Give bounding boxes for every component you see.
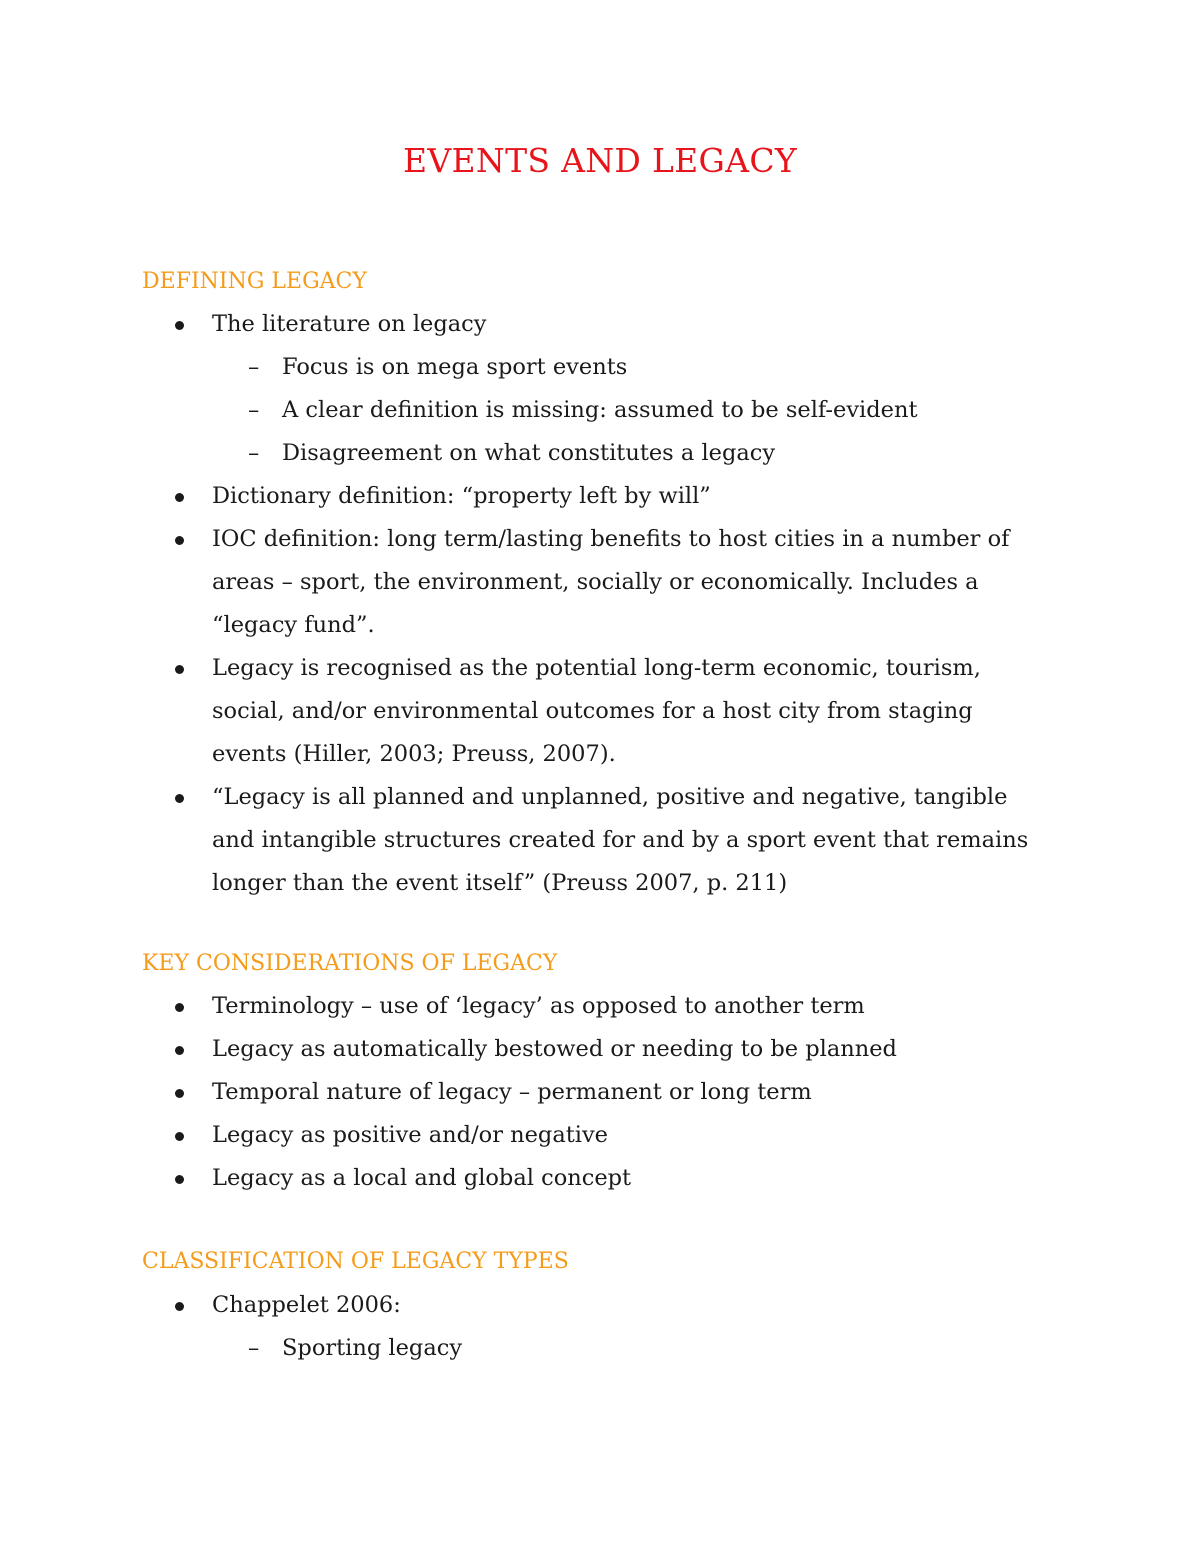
list-item [0, 647, 1200, 776]
sub-list-item-text: Disagreement on what constitutes a legacy [282, 440, 776, 466]
list-item-line: Terminology – use of ‘legacy’ as opposed to another term [212, 993, 865, 1019]
sub-list [212, 346, 1050, 475]
document-title: EVENTS AND LEGACY [403, 141, 797, 180]
bullet-icon [175, 536, 184, 545]
list-item-line: IOC definition: long term/lasting benefits to host cities in a number of [212, 526, 1010, 552]
list-item-line: longer than the event itself” (Preuss 2007, p. 211) [212, 870, 788, 896]
list-item-line: Dictionary definition: “property left by will” [212, 483, 711, 509]
defining-legacy-list [0, 303, 1200, 905]
sub-list-item [212, 346, 1050, 389]
dash-icon: – [248, 1335, 260, 1361]
list-item [0, 1284, 1200, 1370]
list-item-line: The literature on legacy [212, 311, 487, 337]
list-item-line: Legacy as positive and/or negative [212, 1122, 608, 1148]
bullet-icon [175, 794, 184, 803]
dash-icon: – [248, 397, 260, 423]
key-considerations-list [0, 985, 1200, 1200]
list-item [0, 1028, 1200, 1071]
sub-list-item-text: Sporting legacy [282, 1335, 463, 1361]
sub-list [212, 1327, 1050, 1370]
bullet-icon [175, 1132, 184, 1141]
sub-list-item [212, 389, 1050, 432]
sub-list-item-text: A clear definition is missing: assumed to be self-evident [282, 397, 918, 423]
section-heading-classification: CLASSIFICATION OF LEGACY TYPES [142, 1249, 569, 1274]
list-item-line: areas – sport, the environment, socially or economically. Includes a [212, 569, 979, 595]
list-item [0, 985, 1200, 1028]
section-heading-key-considerations: KEY CONSIDERATIONS OF LEGACY [142, 951, 558, 976]
list-item-line: Temporal nature of legacy – permanent or long term [212, 1079, 812, 1105]
list-item-line: and intangible structures created for and by a sport event that remains [212, 827, 1029, 853]
list-item [0, 303, 1200, 475]
list-item-line: social, and/or environmental outcomes for a host city from staging [212, 698, 973, 724]
sub-list-item [212, 432, 1050, 475]
list-item-line: events (Hiller, 2003; Preuss, 2007). [212, 741, 616, 767]
list-item-line: “legacy fund”. [212, 612, 375, 638]
list-item [0, 475, 1200, 518]
bullet-icon [175, 1046, 184, 1055]
list-item [0, 1071, 1200, 1114]
sub-list-item-text: Focus is on mega sport events [282, 354, 628, 380]
list-item-line: Legacy is recognised as the potential long-term economic, tourism, [212, 655, 981, 681]
dash-icon: – [248, 354, 260, 380]
section-heading-defining-legacy: DEFINING LEGACY [142, 269, 367, 294]
bullet-icon [175, 1302, 184, 1311]
bullet-icon [175, 1003, 184, 1012]
classification-list [0, 1284, 1200, 1370]
list-item-line: Chappelet 2006: [212, 1292, 401, 1318]
list-item-line: Legacy as a local and global concept [212, 1165, 632, 1191]
dash-icon: – [248, 440, 260, 466]
bullet-icon [175, 665, 184, 674]
bullet-icon [175, 1175, 184, 1184]
list-item-line: “Legacy is all planned and unplanned, positive and negative, tangible [212, 784, 1008, 810]
bullet-icon [175, 493, 184, 502]
list-item [0, 776, 1200, 905]
bullet-icon [175, 321, 184, 330]
list-item-line: Legacy as automatically bestowed or needing to be planned [212, 1036, 897, 1062]
sub-list-item [212, 1327, 1050, 1370]
bullet-icon [175, 1089, 184, 1098]
list-item [0, 1157, 1200, 1200]
list-item [0, 518, 1200, 647]
list-item [0, 1114, 1200, 1157]
